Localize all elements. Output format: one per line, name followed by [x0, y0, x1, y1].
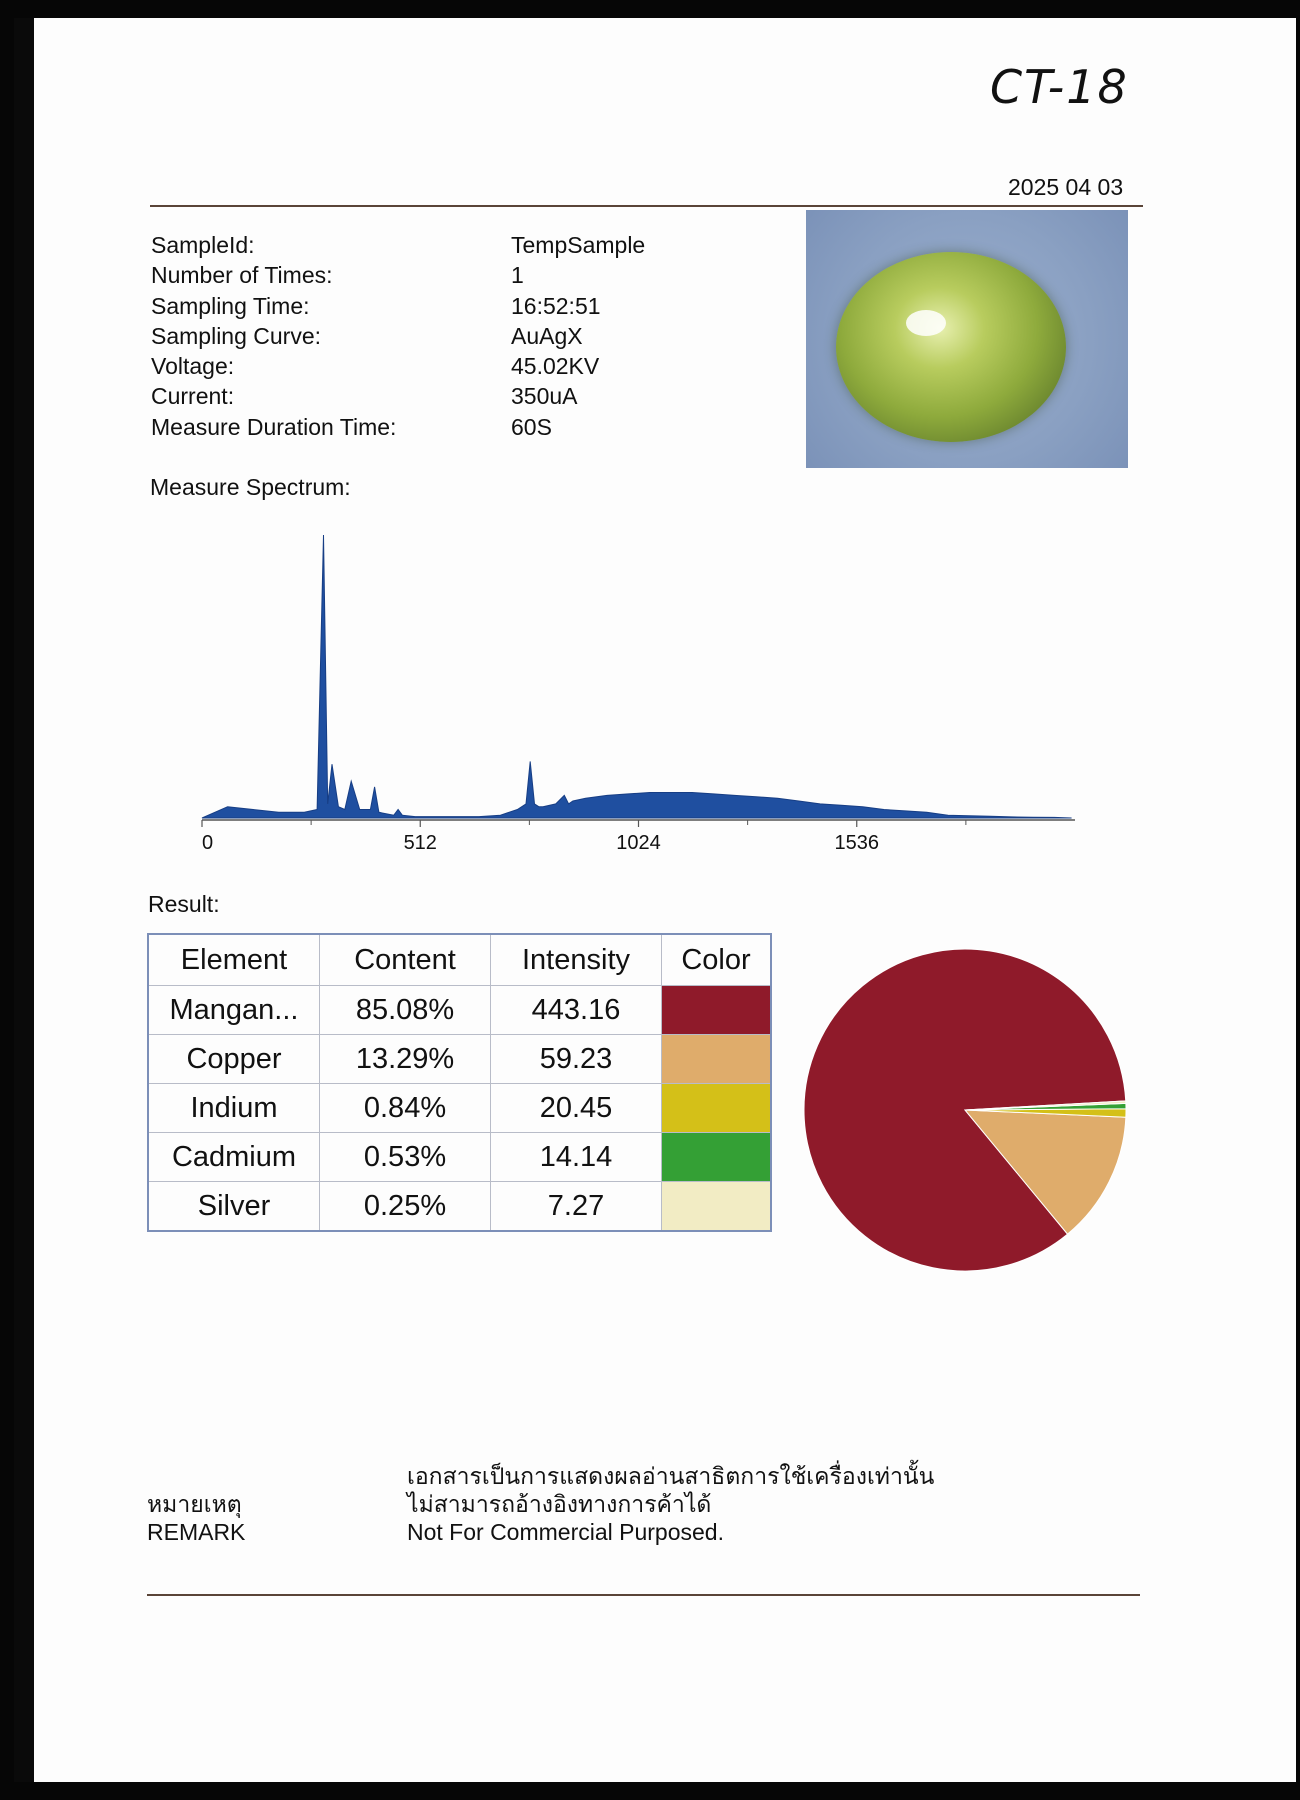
info-label: Current:: [151, 383, 235, 410]
remark-line: เอกสารเป็นการแสดงผลอ่านสาธิตการใช้เครื่องเท่านั้น: [407, 1463, 935, 1489]
content-cell: 0.84%: [320, 1084, 491, 1133]
pie-chart: [800, 945, 1130, 1275]
info-value: 45.02KV: [511, 353, 600, 380]
color-cell: [662, 1035, 772, 1084]
result-label: Result:: [148, 891, 220, 917]
intensity-cell: 7.27: [491, 1182, 662, 1232]
column-header-color: Color: [662, 934, 772, 986]
column-header-element: Element: [148, 934, 320, 986]
table-row: [148, 1084, 771, 1133]
element-cell: Cadmium: [148, 1133, 320, 1182]
info-label: Measure Duration Time:: [151, 413, 397, 440]
color-cell: [662, 986, 772, 1035]
table-row: [148, 986, 771, 1035]
element-cell: Silver: [148, 1182, 320, 1232]
info-label: Sampling Curve:: [151, 322, 322, 349]
sample-photo: [806, 210, 1128, 468]
info-value: 1: [511, 262, 524, 289]
spectrum-plot-area: [202, 535, 1075, 854]
element-cell: Copper: [148, 1035, 320, 1084]
table-row: [148, 1035, 771, 1084]
bottom-divider: [147, 1594, 1140, 1596]
color-swatch: [662, 1182, 770, 1230]
content-cell: 85.08%: [320, 986, 491, 1035]
info-value: TempSample: [511, 232, 646, 258]
spectrum-tick-label: 1536: [834, 832, 879, 854]
content-cell: 0.25%: [320, 1182, 491, 1232]
info-value: AuAgX: [511, 322, 583, 349]
content-cell: 0.53%: [320, 1133, 491, 1182]
table-header-row: [148, 934, 771, 986]
remark-labels: [147, 1490, 245, 1546]
info-label: Sampling Time:: [151, 292, 310, 319]
color-cell: [662, 1133, 772, 1182]
handwritten-sample-code: CT-18: [990, 60, 1129, 114]
info-value: 60S: [511, 413, 552, 440]
spectrum-tick-label: 1024: [616, 832, 661, 854]
column-header-intensity: Intensity: [491, 934, 662, 986]
color-swatch: [662, 1035, 770, 1083]
color-swatch: [662, 986, 770, 1034]
spectrum-tick-label: 512: [403, 832, 437, 854]
result-table: [147, 933, 772, 1232]
spectrum-series: [202, 535, 1072, 818]
table-row: [148, 1182, 771, 1232]
color-cell: [662, 1084, 772, 1133]
remark-text: [407, 1462, 934, 1546]
table-row: [148, 1133, 771, 1182]
element-cell: Indium: [148, 1084, 320, 1133]
remark-line: ไม่สามารถอ้างอิงทางการค้าได้: [407, 1491, 712, 1517]
info-value: 350uA: [511, 383, 578, 410]
content-cell: 13.29%: [320, 1035, 491, 1084]
remark-label-english: REMARK: [147, 1519, 246, 1545]
intensity-cell: 20.45: [491, 1084, 662, 1133]
remark-label-thai: หมายเหตุ: [147, 1491, 242, 1517]
color-swatch: [662, 1133, 770, 1181]
gem-highlight: [906, 310, 946, 336]
intensity-cell: 59.23: [491, 1035, 662, 1084]
color-swatch: [662, 1084, 770, 1132]
intensity-cell: 443.16: [491, 986, 662, 1035]
info-label: Number of Times:: [151, 262, 333, 289]
spectrum-tick-label: 0: [202, 832, 214, 854]
info-values: [511, 230, 645, 442]
remark-line: Not For Commercial Purposed.: [407, 1519, 724, 1545]
info-label: SampleId:: [151, 232, 255, 258]
column-header-content: Content: [320, 934, 491, 986]
info-value: 16:52:51: [511, 292, 601, 319]
report-date: 2025 04 03: [1008, 174, 1124, 200]
info-labels: [151, 230, 396, 442]
top-divider: [150, 205, 1143, 207]
color-cell: [662, 1182, 772, 1232]
gemstone-image: [836, 252, 1066, 442]
intensity-cell: 14.14: [491, 1133, 662, 1182]
element-cell: Mangan...: [148, 986, 320, 1035]
spectrum-chart: [190, 520, 1090, 860]
info-label: Voltage:: [151, 353, 235, 380]
spectrum-label: Measure Spectrum:: [150, 474, 351, 500]
